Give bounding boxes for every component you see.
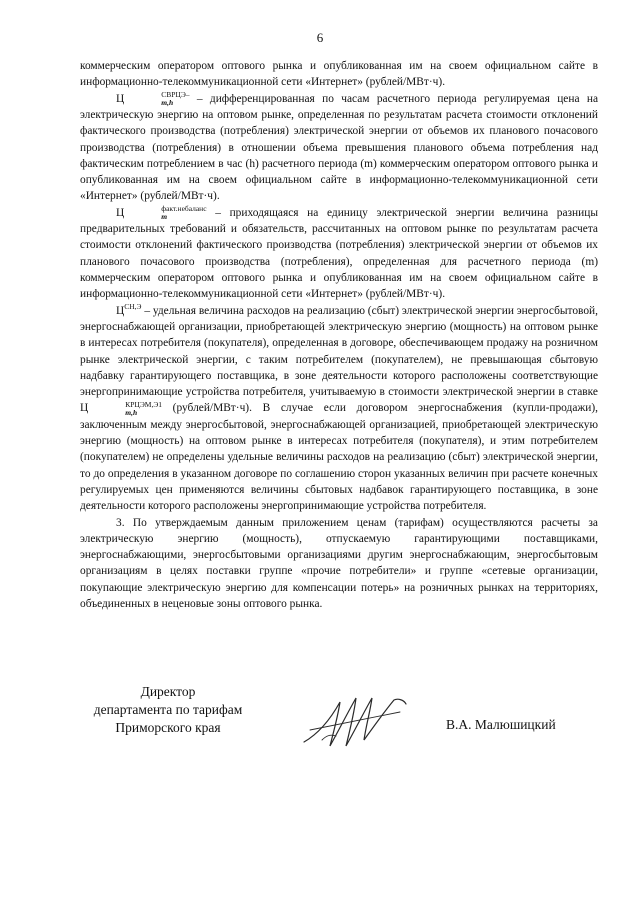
- signatory-title: [58, 683, 278, 737]
- document-body: [80, 58, 598, 612]
- signatory-title-line: Приморского края: [115, 720, 221, 735]
- paragraph-sn-definition: $Ц^{СН,Э}$ – удельная величина расходов на реализацию (сбыт) электрической энергии энергосбытовой, энергоснабжающей организации, приобретающей электрическую энергию (мощность) на оптовом рынке в интересах потребителя (покупателя), определенная в договоре, обеспечивающем продажу на розничном рынке электрической энергии, с таким потребителем (покупателем), не превышающая сбытовую надбавку гарантирующего поставщика, в зоне деятельности которого расположены соответствующие энергопринимающие устройства потребителя, учитываемую в стоимости электрической энергии в ставке Ц КРЦЭМ,Э1 m,h (рублей/МВт·ч). В случае если договором энергоснабжения (купли-продажи), заключенным между энергосбытовой, энергоснабжающей организацией, приобретающей электрическую энергию (мощность) на оптовом рынке в интересах потребителя (покупателя), и этим потребителем (покупателем) не определены удельные величины расходов на реализацию (сбыт) электрической энергии, то до определения в указанном договоре по соглашению сторон указанных величин при расчете конечных регулируемых цен применяются величины сбытовых надбавок гарантирующего поставщика, в зоне деятельности которого расположены энергопринимающие устройства потребителя.: [80, 301, 598, 513]
- paragraph-fact-nebalans-definition: Ц факт.небаланс m – приходящаяся на единицу электрической энергии величина разницы предварительных требований и обязательств, рассчитанных на оптовом рынке по результатам расчета стоимости отклонений фактического производства (потребления) электрической энергии от объемов их планового почасового производства (потребления), определенная для расчетного периода (m) коммерческим оператором оптового рынка и опубликованная им на своем официальном сайте в информационно-телекоммуникационной сети «Интернет» (рублей/МВт·ч).: [80, 204, 598, 301]
- formula-symbol: Ц СВРЦЭ– m,h: [116, 89, 190, 107]
- paragraph-point-3: 3. По утверждаемым данным приложением ценам (тарифам) осуществляются расчеты за электрическую энергию (мощность), отпускаемую гарантирующими поставщиками, энергоснабжающими, энергосбытовыми организациями другим энергоснабжающим, энергосбытовым организациям в целях поставки группе «прочие потребители» и группе «сетевые организации, покупающие электрическую энергию для компенсации потерь» на розничных рынках на территориях, объединенных в неценовые зоны оптового рынка.: [80, 516, 598, 611]
- handwritten-signature: [300, 690, 410, 752]
- formula-symbol: Ц факт.небаланс m: [116, 204, 207, 222]
- formula-symbol: $Ц^{СН,Э}$: [116, 301, 142, 317]
- signatory-title-line: Директор: [140, 684, 196, 699]
- page-number: 6: [316, 30, 324, 45]
- signatory-title-line: департамента по тарифам: [93, 702, 243, 717]
- paragraph-svrce-definition: Ц СВРЦЭ– m,h – дифференцированная по часам расчетного периода регулируемая цена на электрическую энергию на оптовом рынке, определенная по результатам расчета стоимости отклонений фактического производства (потребления) электрической энергии от объемов их планового почасового производства (потребления) в отношении объема превышения планового объема потребления над фактическим потреблением в час (h) расчетного периода (m) коммерческим оператором оптового рынка и опубликованная им на своем официальном сайте в информационно-телекоммуникационной сети «Интернет» (рублей/МВт·ч).: [80, 89, 598, 203]
- signatory-name: В.А. Малюшицкий: [446, 717, 556, 732]
- formula-symbol-krcem: Ц КРЦЭМ,Э1 m,h: [80, 399, 163, 417]
- paragraph-continuation: коммерческим оператором оптового рынка и опубликованная им на своем официальном сайте в информационно-телекоммуникационной сети «Интернет» (рублей/МВт·ч).: [80, 60, 598, 89]
